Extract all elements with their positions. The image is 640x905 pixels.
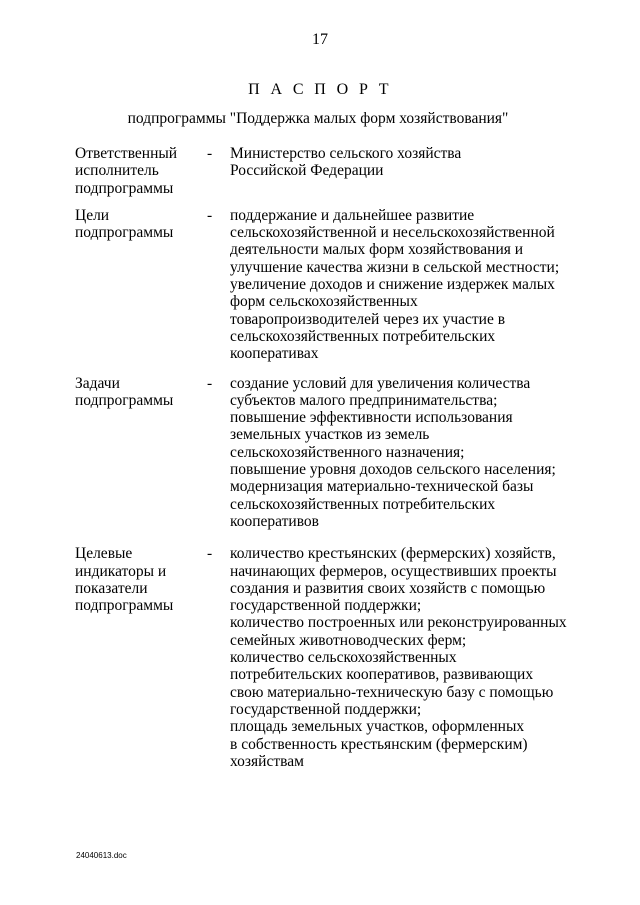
row-label-line: подпрограммы (75, 597, 174, 615)
passport-row (75, 545, 575, 770)
row-value-line: Российской Федерации (230, 162, 384, 180)
passport-table (75, 145, 575, 770)
row-value-line: сельскохозяйственных потребительских (230, 495, 496, 513)
row-value (230, 207, 575, 363)
row-label-line: подпрограммы (75, 391, 174, 409)
row-value-line: кооперативов (230, 512, 319, 530)
row-label (75, 145, 205, 197)
row-label-line: Цели (75, 206, 110, 224)
row-separator-dash: - (207, 145, 213, 162)
row-value-line: начинающих фермеров, осуществивших проекты (230, 562, 557, 580)
row-value (230, 145, 575, 180)
row-label-line: исполнитель (75, 162, 159, 180)
row-value-line: количество построенных или реконструированных (230, 614, 567, 632)
row-value-line: повышение уровня доходов сельского населения; (230, 461, 556, 479)
document-title: П А С П О Р Т (248, 81, 392, 98)
row-label-line: Задачи (75, 374, 120, 392)
row-value-line: сельскохозяйственной и несельскохозяйственной (230, 224, 555, 242)
row-value-line: повышение эффективности использования (230, 409, 513, 427)
row-value-line: семейных животноводческих ферм; (230, 631, 467, 649)
row-label-line: индикаторы и (75, 562, 167, 580)
row-separator-dash: - (207, 206, 213, 224)
row-label-line: подпрограммы (75, 224, 174, 242)
row-value-line: земельных участков из земель (230, 426, 430, 444)
row-value-line: увеличение доходов и снижение издержек малых (230, 276, 555, 294)
row-label-line: Ответственный (75, 145, 178, 162)
row-value-line: площадь земельных участков, оформленных (230, 718, 525, 736)
row-value-line: количество сельскохозяйственных (230, 649, 457, 667)
row-value-line: государственной поддержки; (230, 597, 422, 615)
passport-row (75, 375, 575, 531)
passport-row (75, 207, 575, 363)
row-label-line: показатели (75, 579, 148, 597)
row-label-line: подпрограммы (75, 179, 174, 197)
row-value-line: создание условий для увеличения количества (230, 374, 531, 392)
file-name-footer: 24040613.doc (76, 851, 127, 860)
row-value-line: деятельности малых форм хозяйствования и (230, 241, 524, 259)
row-label (75, 375, 205, 410)
row-value-line: форм сельскохозяйственных (230, 293, 418, 311)
row-value-line: Министерство сельского хозяйства (230, 145, 462, 162)
row-value-line: сельскохозяйственного назначения; (230, 443, 465, 461)
row-value-line: создания и развития своих хозяйств с помощью (230, 579, 546, 597)
row-separator-dash: - (207, 374, 213, 392)
row-value-line: модернизация материально-технической базы (230, 478, 534, 496)
row-value-line: поддержание и дальнейшее развитие (230, 206, 475, 224)
row-value-line: хозяйствам (230, 752, 304, 770)
row-value-line: количество крестьянских (фермерских) хозяйств, (230, 545, 556, 563)
row-value-line: в собственность крестьянским (фермерским) (230, 735, 528, 753)
page-number: 17 (312, 31, 328, 48)
row-value-line: потребительских кооперативов, развивающих (230, 666, 534, 684)
passport-row (75, 145, 575, 197)
row-value-line: сельскохозяйственных потребительских (230, 327, 496, 345)
row-value (230, 375, 575, 531)
row-value-line: кооперативах (230, 345, 319, 363)
row-label-line: Целевые (75, 545, 133, 563)
row-value-line: улучшение качества жизни в сельской местности; (230, 258, 560, 276)
row-label (75, 207, 205, 242)
row-value-line: свою материально-техническую базу с помощью (230, 683, 554, 701)
row-value-line: государственной поддержки; (230, 700, 422, 718)
row-value-line: субъектов малого предпринимательства; (230, 391, 498, 409)
row-value (230, 545, 575, 770)
row-label (75, 545, 205, 614)
row-separator-dash: - (207, 545, 213, 563)
row-value-line: товаропроизводителей через их участие в (230, 310, 506, 328)
document-subtitle: подпрограммы "Поддержка малых форм хозяйствования" (127, 110, 509, 127)
